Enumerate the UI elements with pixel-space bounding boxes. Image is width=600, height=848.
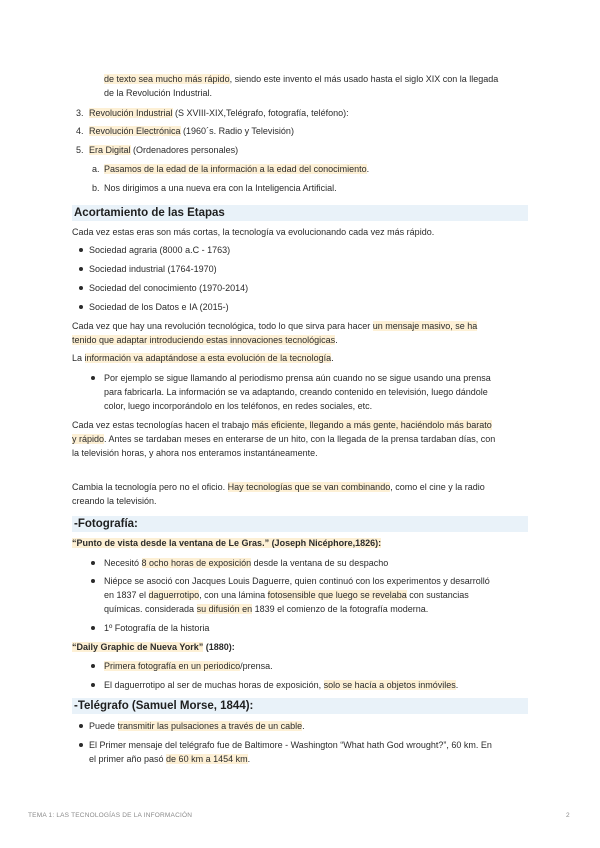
list-item-example: Por ejemplo se sigue llamando al periodismo prensa aún cuando no se sigue usando una prensa [104,373,491,383]
list-item: Niépce se asoció con Jacques Louis Daguerre, quien continuó con los experimentos y desarrolló [104,576,490,586]
quote-heading: “Punto de vista desde la ventana de Le Gras.” (Joseph Nicéphore,1826): [72,538,382,548]
paragraph-line: y rápido. Antes se tardaban meses en enterarse de un hito, con la llegada de la prensa tardaban días, con [72,434,496,444]
paragraph-line: creando la televisión. [72,496,157,506]
bullet-dot [79,286,83,290]
list-number: 5. [76,145,84,155]
page-number: 2 [566,812,570,819]
bullet-dot [91,626,95,630]
list-number: 3. [76,108,84,118]
paragraph: Cambia la tecnología pero no el oficio. Hay tecnologías que se van combinando, como el cine y la radio [72,482,485,492]
sub-list-letter: b. [92,183,100,193]
list-item: Primera fotografía en un periodico/prensa. [104,661,273,671]
list-item-continuation: de texto sea mucho más rápido, siendo este invento el más usado hasta el siglo XIX con la llegada [104,74,499,84]
list-item-revolucion-electronica: Revolución Electrónica (1960´s. Radio y Televisión) [89,126,294,136]
quote-heading: “Daily Graphic de Nueva York” (1880): [72,642,235,652]
section-heading-telegrafo: -Telégrafo (Samuel Morse, 1844): [72,698,528,714]
list-item-line: el primer año pasó de 60 km a 1454 km. [89,754,251,764]
bullet-dot [79,305,83,309]
list-item-continuation-line2: de la Revolución Industrial. [104,88,213,98]
paragraph-line: tenido que adaptar introduciendo estas innovaciones tecnológicas. [72,335,338,345]
list-item: Sociedad de los Datos e IA (2015-) [89,302,229,312]
list-item-line: en 1837 el daguerrotipo, con una lámina fotosensible que luego se revelaba con sustancias [104,590,469,600]
section-heading-fotografia: -Fotografía: [72,516,528,532]
bullet-dot [79,724,83,728]
list-item: Necesitó 8 ocho horas de exposición desde la ventana de su despacho [104,558,389,568]
bullet-dot [91,683,95,687]
sub-list-item: Nos dirigimos a una nueva era con la Inteligencia Artificial. [104,183,337,193]
bullet-dot [91,579,95,583]
list-item: 1º Fotografía de la historia [104,623,210,633]
paragraph: Cada vez estas eras son más cortas, la tecnología va evolucionando cada vez más rápido. [72,227,435,237]
sub-list-letter: a. [92,164,100,174]
list-item: Sociedad industrial (1764-1970) [89,264,217,274]
paragraph-line: la televisión horas, y ahora nos enteramos instantáneamente. [72,448,318,458]
paragraph: Cada vez estas tecnologías hacen el trabajo más eficiente, llegando a más gente, haciéndolo más barato [72,420,492,430]
bullet-dot [79,267,83,271]
list-item: Sociedad del conocimiento (1970-2014) [89,283,249,293]
bullet-dot [91,376,95,380]
bullet-dot [91,561,95,565]
list-item: El daguerrotipo al ser de muchas horas de exposición, solo se hacía a objetos inmóviles. [104,680,459,690]
section-heading-acortamiento: Acortamiento de las Etapas [72,205,528,221]
list-item-revolucion-industrial: Revolución Industrial (S XVIII-XIX,Telégrafo, fotografía, teléfono): [89,108,349,118]
list-number: 4. [76,126,84,136]
sub-list-item: Pasamos de la edad de la información a la edad del conocimiento. [104,164,370,174]
list-item-line: químicas. considerada su difusión en 1839 el comienzo de la fotografía moderna. [104,604,429,614]
list-item-example-line: color, luego incorporándolo en los teléfonos, en redes sociales, etc. [104,401,373,411]
list-item: Puede transmitir las pulsaciones a través de un cable. [89,721,305,731]
paragraph: Cada vez que hay una revolución tecnológica, todo lo que sirva para hacer un mensaje masivo, se ha [72,321,478,331]
list-item: Sociedad agraria (8000 a.C - 1763) [89,245,231,255]
list-item: El Primer mensaje del telégrafo fue de Baltimore - Washington “What hath God wrought?”, 60 km. En [89,740,492,750]
bullet-dot [79,743,83,747]
list-item-example-line: para fabricarla. La información se va adaptando, creando contenido en televisión, luego dándole [104,387,488,397]
list-item-era-digital: Era Digital (Ordenadores personales) [89,145,239,155]
paragraph: La información va adaptándose a esta evolución de la tecnología. [72,353,334,363]
bullet-dot [79,248,83,252]
footer-title: TEMA 1: LAS TECNOLOGÍAS DE LA INFORMACIÓN [28,812,193,819]
bullet-dot [91,664,95,668]
